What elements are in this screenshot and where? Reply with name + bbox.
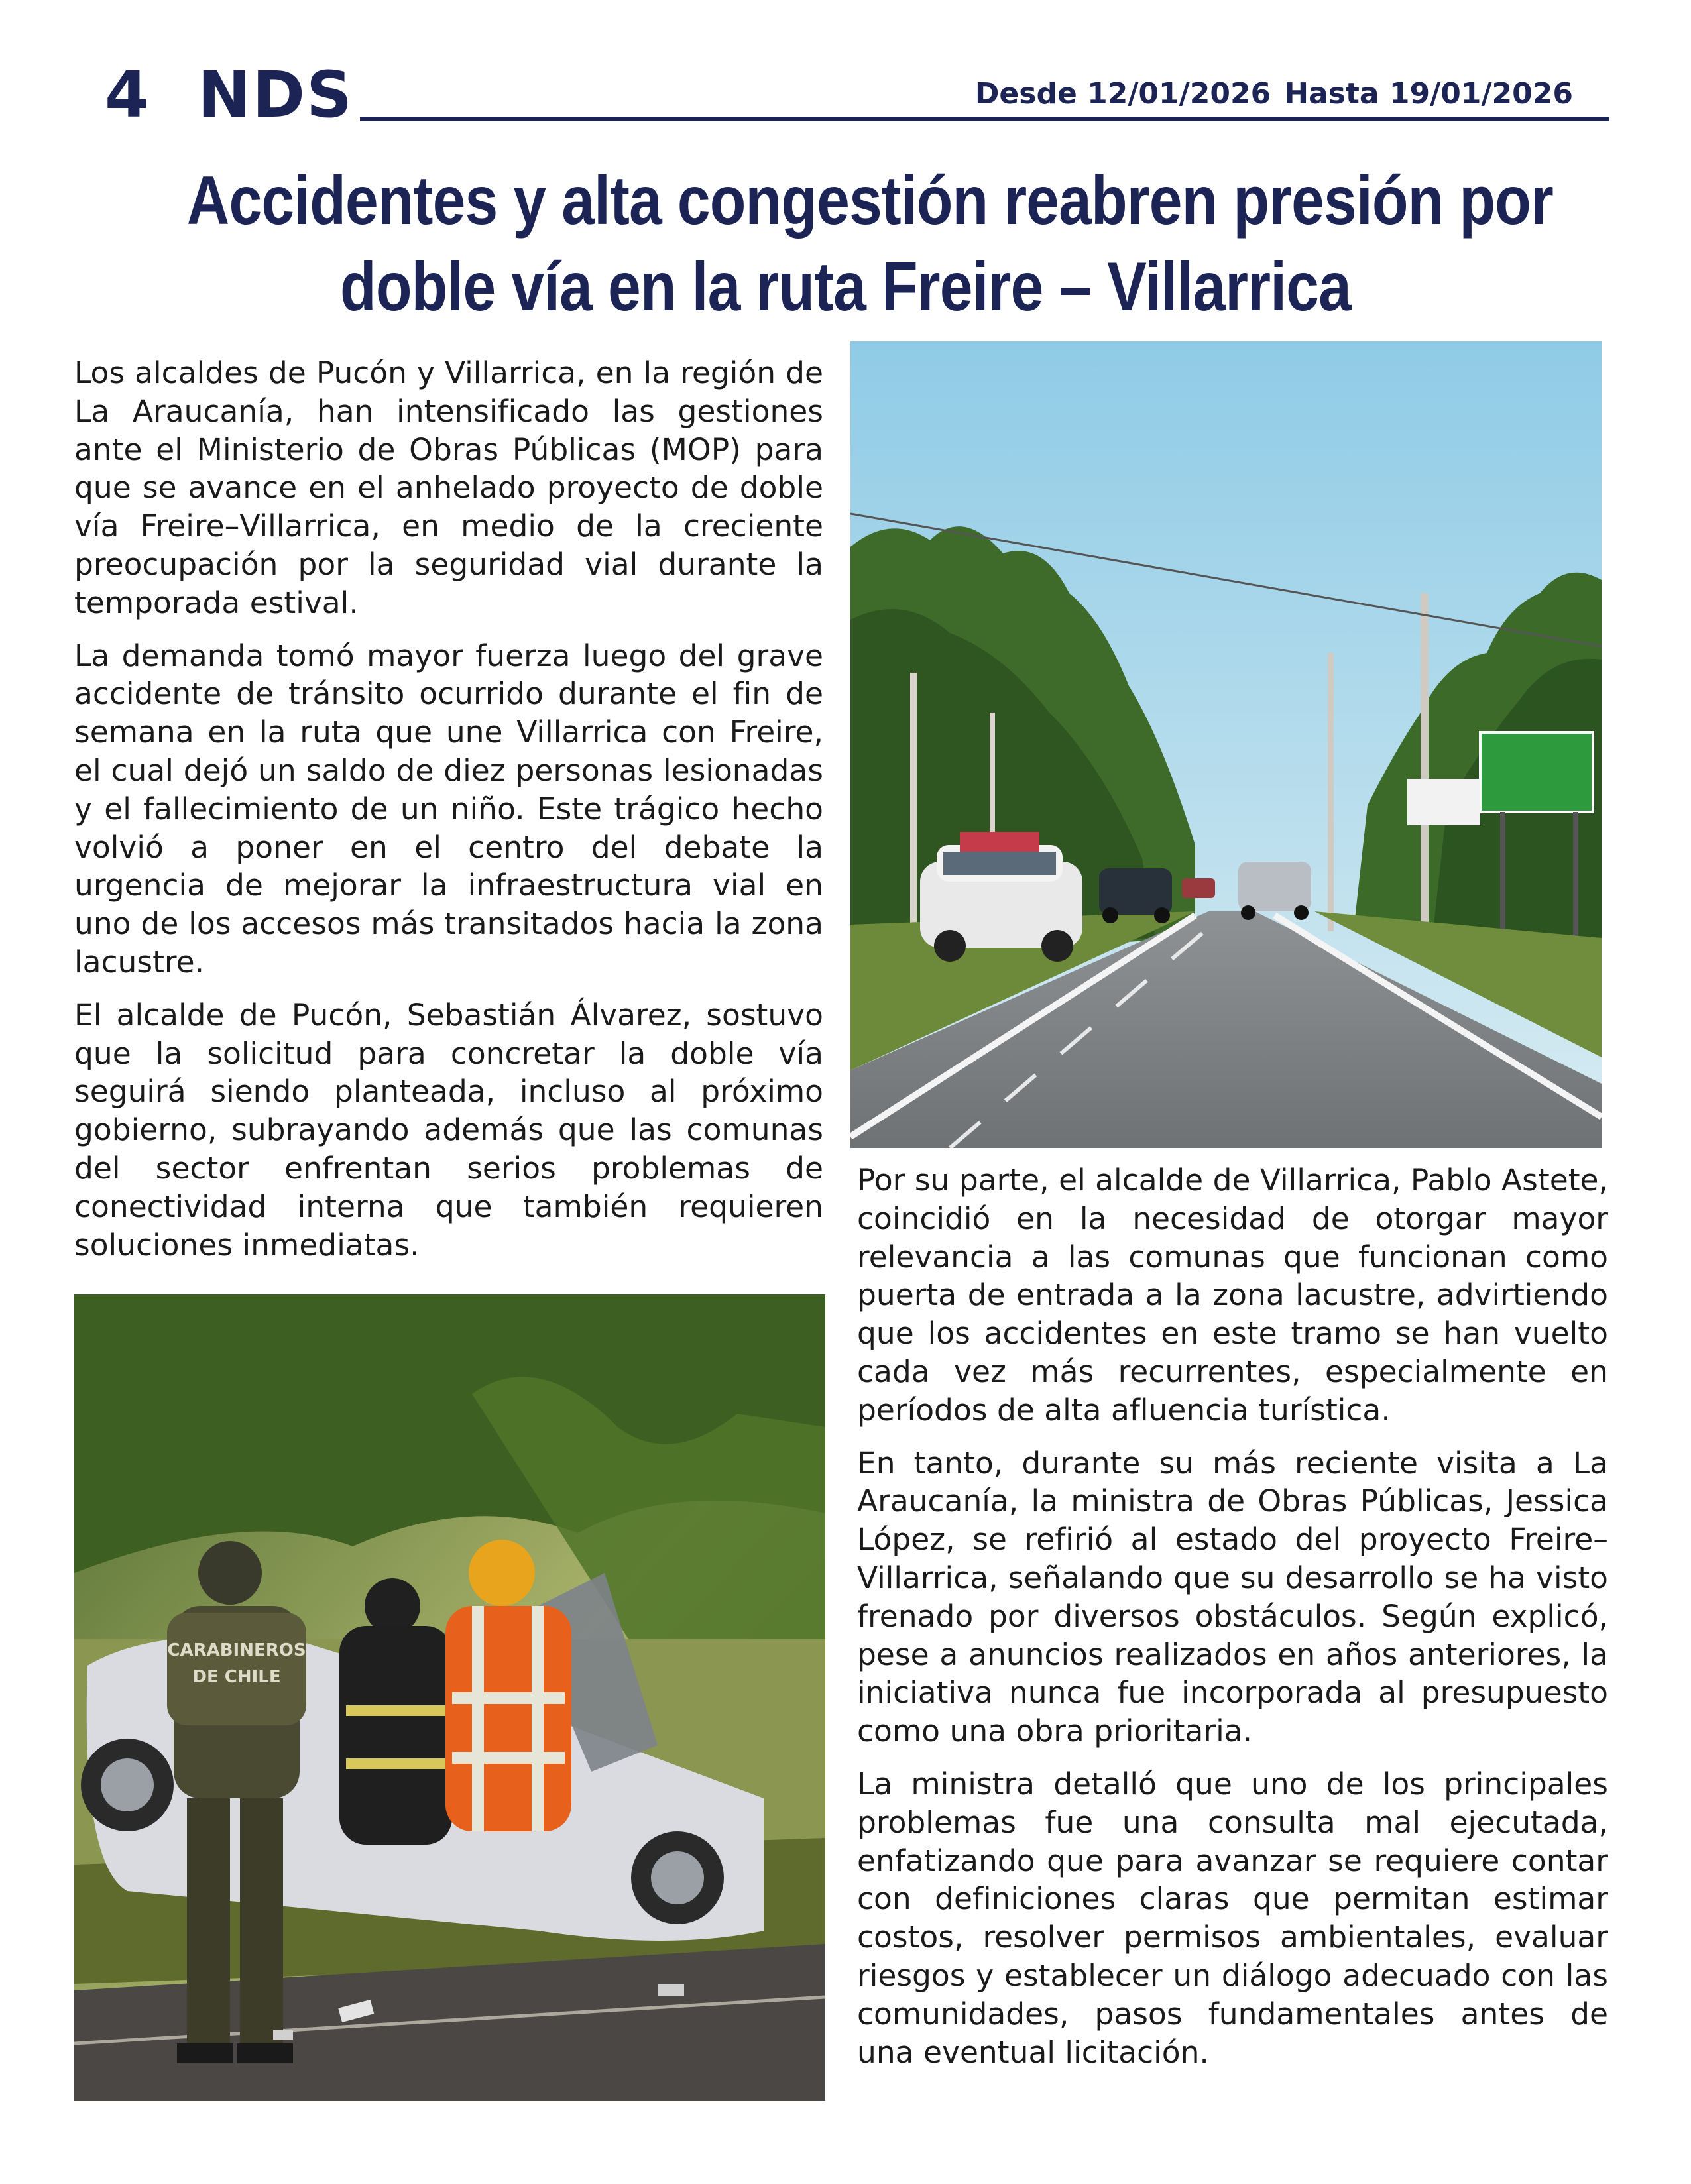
road-sign — [1480, 732, 1593, 812]
road-photo — [850, 341, 1602, 1148]
page-number: 4 — [105, 58, 149, 132]
publication-logo: NDS — [198, 58, 354, 132]
paragraph-5: En tanto, durante su más reciente visita a La Araucanía, la ministra de Obras Públicas, Jessica López, se refirió al estado del proyecto Freire–Villarrica, señalando que su desarrollo se ha visto frenado por diversos obstáculos. Según explicó, pese a anuncios realizados en años anteriores, la iniciativa nunca fue incorporada al presupuesto como una obra prioritaria. — [857, 1445, 1608, 1749]
header-rule — [360, 117, 1609, 121]
issue-dates — [975, 74, 1573, 114]
paragraph-3: El alcalde de Pucón, Sebastián Álvarez, sostuvo que la solicitud para concretar la doble vía seguirá siendo planteada, incluso al próximo gobierno, subrayando además que las comunas del sector enfrentan serios problemas de conectividad interna que también requieren soluciones inmediatas. — [74, 997, 823, 1263]
crash-photo — [74, 1294, 825, 2101]
paragraph-4: Por su parte, el alcalde de Villarrica, Pablo Astete, coincidió en la necesidad de otorgar mayor relevancia a las comunas que funcionan como puerta de entrada a la zona lacustre, advirtiendo que los accidentes en este tramo se han vuelto cada vez más recurrentes, especialmente en períodos de alta afluencia turística. — [857, 1163, 1608, 1428]
road-photo-image — [850, 341, 1602, 1148]
paragraph-1: Los alcaldes de Pucón y Villarrica, en la región de La Araucanía, han intensificado las gestiones ante el Ministerio de Obras Públicas (MOP) para que se avance en el anhelado proyecto de doble vía Freire–Villarrica, en medio de la creciente preocupación por la seguridad vial durante la temporada estival. — [74, 355, 823, 620]
uniform-label: CARABINEROS — [167, 1640, 306, 1660]
svg-text:DE CHILE: DE CHILE — [192, 1667, 281, 1687]
headline-line-1: Accidentes y alta congestión reabren presión por — [186, 162, 1553, 239]
paragraph-6: La ministra detalló que uno de los principales problemas fue una consulta mal ejecutada, enfatizando que para avanzar se requiere contar con definiciones claras que permitan estimar costos, resolver permisos ambientales, evaluar riesgos y establecer un diálogo adecuado con las comunidades, pasos fundamentales antes de una eventual licitación. — [857, 1766, 1608, 2070]
date-from: Desde 12/01/2026 — [974, 77, 1271, 111]
article-headline — [186, 158, 1553, 330]
date-to: Hasta 19/01/2026 — [1284, 77, 1573, 111]
page-header — [0, 0, 1691, 146]
silver-car — [1238, 862, 1311, 920]
crash-photo-image — [74, 1294, 825, 2101]
article-column-left — [74, 354, 823, 1279]
paragraph-2: La demanda tomó mayor fuerza luego del grave accidente de tránsito ocurrido durante el fin de semana en la ruta que une Villarrica con Freire, el cual dejó un saldo de diez personas lesionadas y el fallecimiento de un niño. Este trágico hecho volvió a poner en el centro del debate la urgencia de mejorar la infraestructura vial en uno de los accesos más transitados hacia la zona lacustre. — [74, 638, 823, 980]
headline-line-2: doble vía en la ruta Freire – Villarrica — [340, 249, 1351, 325]
article-column-right — [857, 1161, 1608, 2086]
white-suv — [920, 832, 1082, 962]
